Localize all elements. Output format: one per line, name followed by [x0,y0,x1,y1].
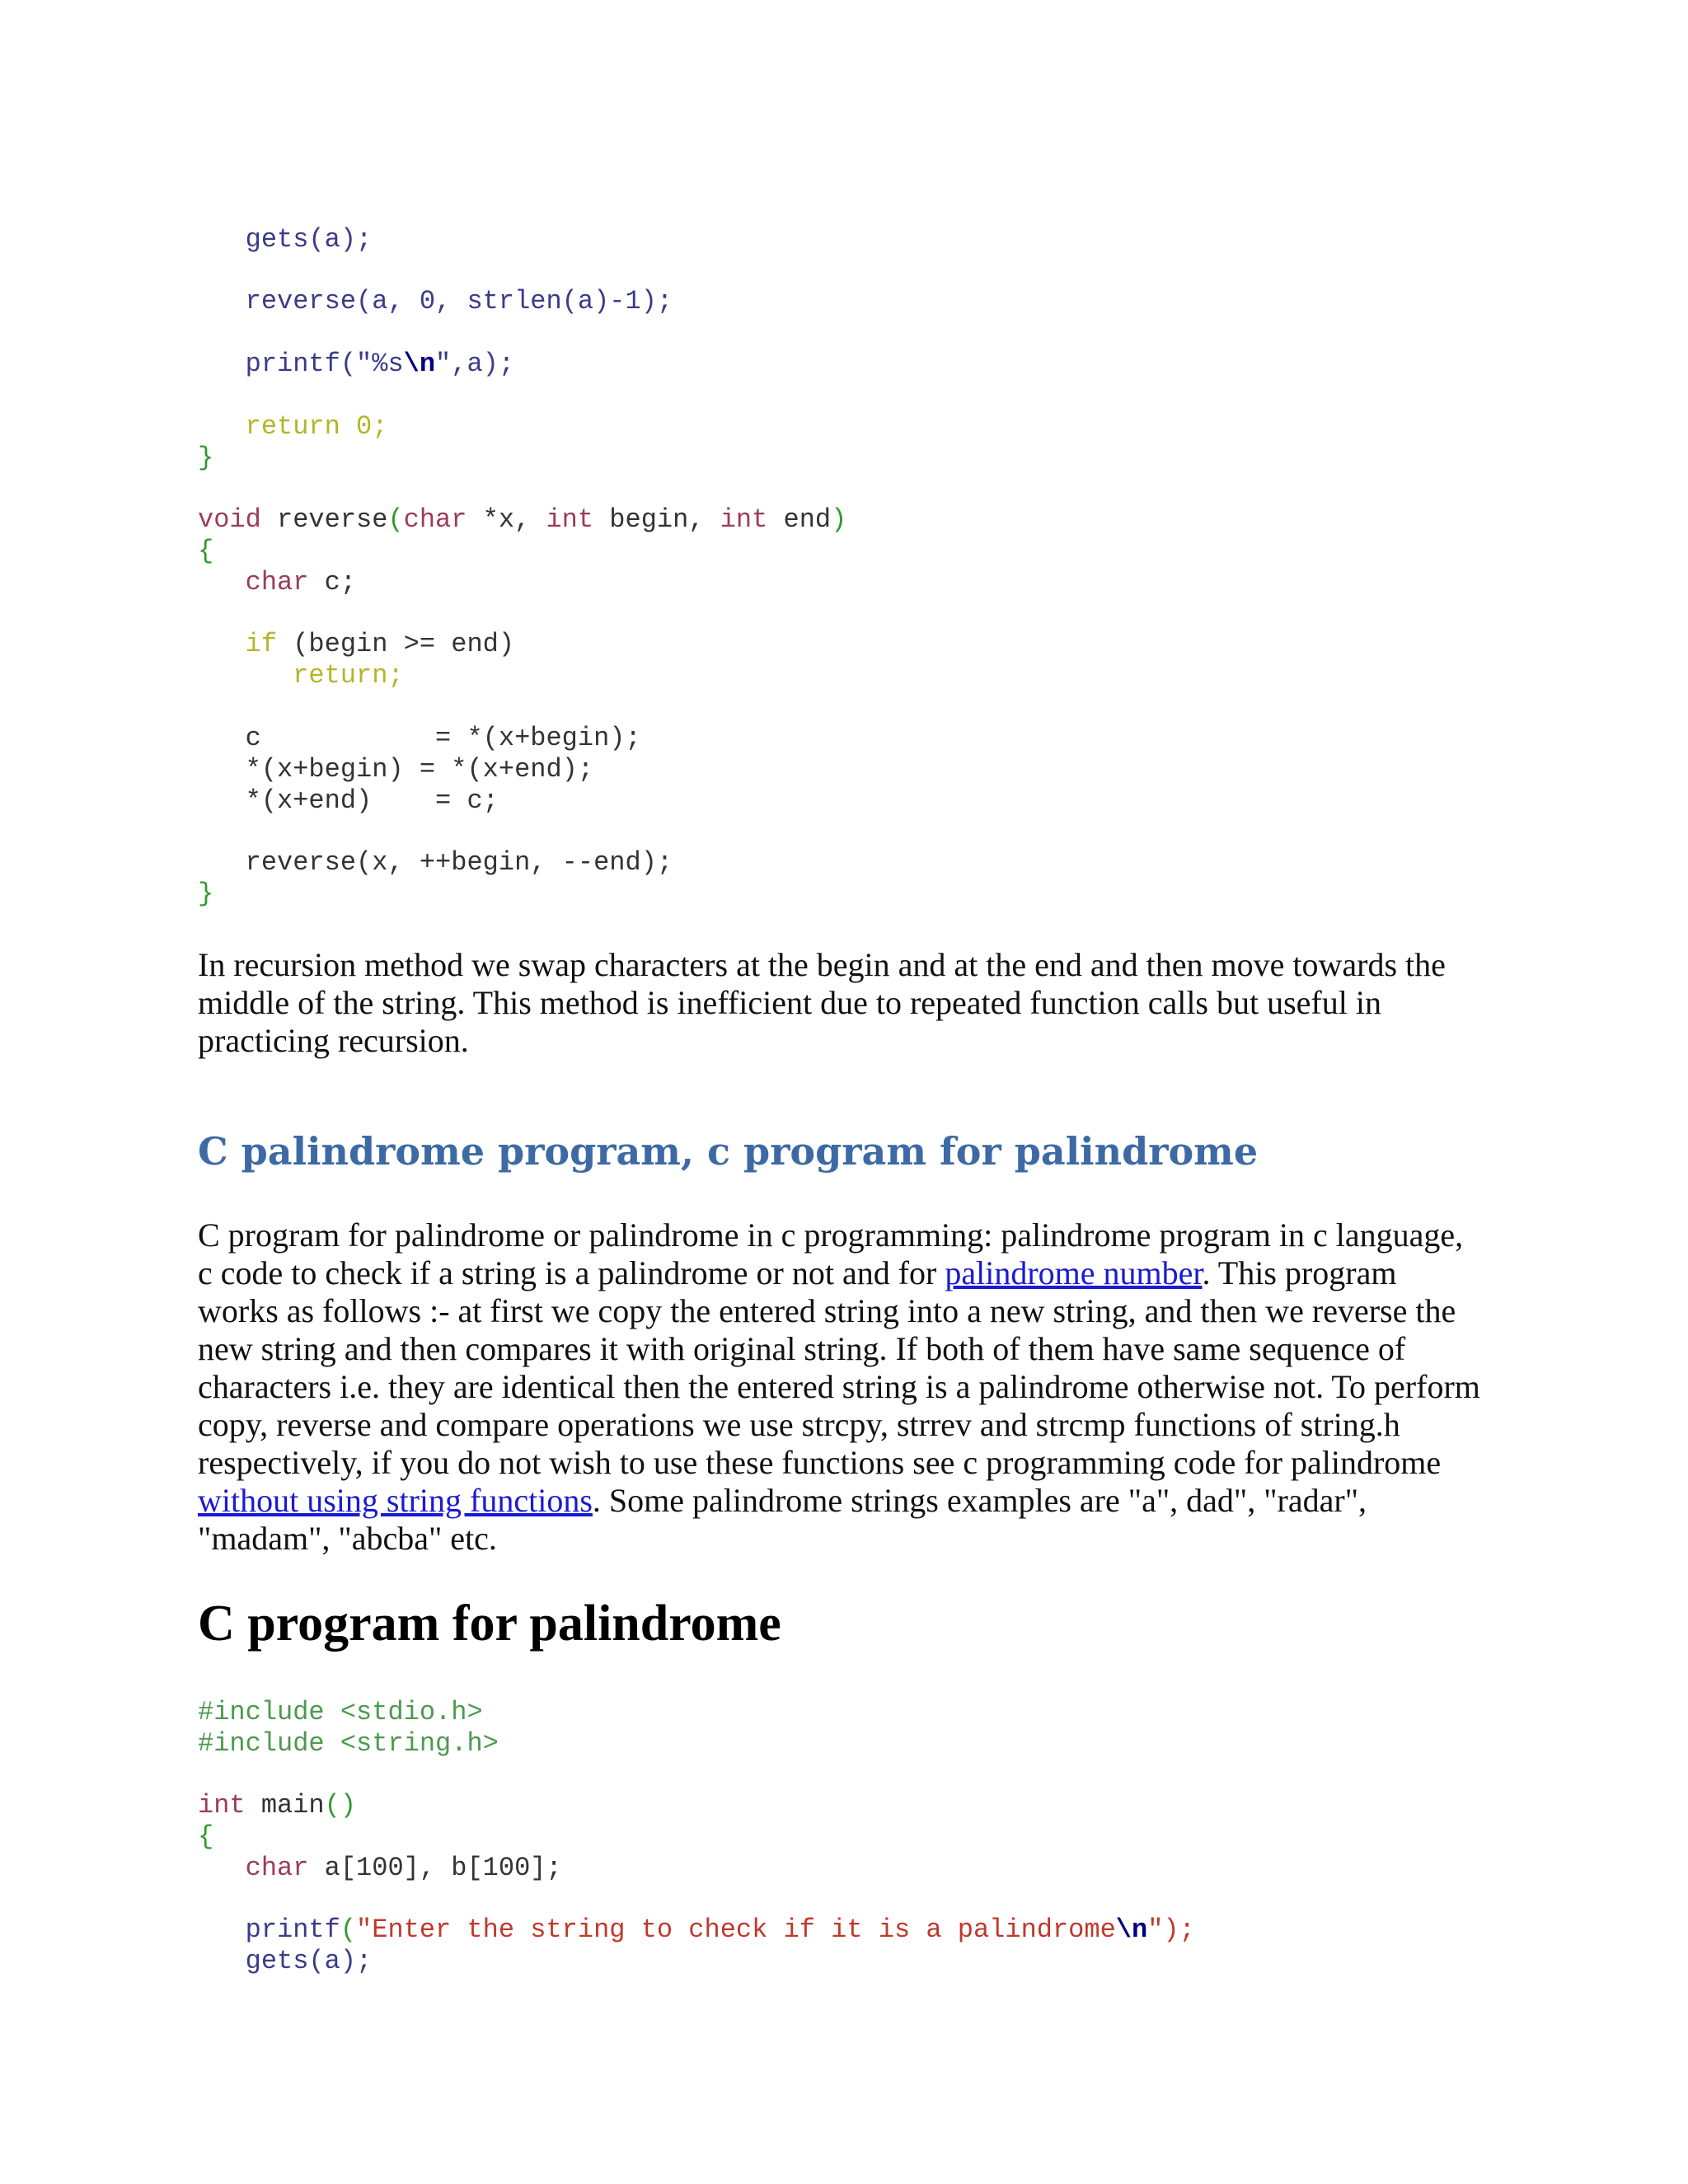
code-line-main [198,1790,1599,1821]
code-keyword: return 0; [245,411,388,442]
code-line-gets-2 [198,1946,1599,1977]
code-token: reverse(x, ++begin, --end); [245,847,673,878]
code-keyword: char [245,1853,309,1883]
code-line-include-2 [198,1728,1599,1760]
code-token: gets(a); [245,224,373,255]
section-heading: C palindrome program, c program for palindrome [198,1129,1259,1174]
code-line-printf-2 [198,1915,1599,1946]
code-line-swap-2 [198,754,1599,785]
code-brace: } [198,879,214,909]
code-token: () [324,1790,357,1821]
code-line-include-1 [198,1697,1599,1728]
code-escape: \n [1115,1915,1148,1945]
code-line-reverse-call [198,286,1599,317]
code-token: ( [340,1915,357,1945]
code-line-decl-2 [198,1853,1599,1884]
code-token: (begin >= end) [277,629,515,659]
code-line-swap-3 [198,785,1599,817]
code-keyword: if [245,629,278,659]
code-brace: } [198,443,214,473]
paragraph-text: . Some palindrome strings examples are "a", dad", "radar", "madam", "abcba" etc. [198,1482,1367,1557]
code-keyword: char [245,567,309,598]
code-line-if [198,629,1599,660]
code-preprocessor: #include <stdio.h> [198,1697,483,1727]
code-token: reverse(a, 0, strlen(a)-1); [245,286,673,316]
code-token: main [245,1790,325,1821]
link-without-string-functions[interactable]: without using string functions [198,1482,593,1519]
code-token: begin, [593,504,705,535]
code-token: *(x+begin) = *(x+end); [245,754,594,785]
code-token: ( [387,504,404,535]
code-keyword: int [198,1790,246,1821]
code-token: printf [245,1915,340,1945]
code-line-gets [198,224,1599,255]
code-string: "); [1147,1915,1195,1945]
code-keyword: int [704,504,768,535]
code-keyword: return; [293,660,404,691]
code-keyword: char [403,504,467,535]
code-string: "Enter the string to check if it is a palindrome [356,1915,1116,1945]
code-line-swap-1 [198,723,1599,754]
code-line-signature [198,504,1599,536]
code-line-printf [198,349,1599,380]
paragraph-text: . This program works as follows :- at first we copy the entered string into a new string, and then we reverse the new string and then compares it with original string. If both of them have same sequence of characters i.e. they are identical then the entered string is a palindrome otherwise not. To perform copy, reverse and compare operations we use strcpy, strrev and strcmp functions of string.h respectively, if you do not wish to use these functions see c programming code for palindrome [198,1254,1480,1481]
code-keyword: int [530,504,594,535]
code-token: printf("%s [245,349,404,379]
main-heading: C program for palindrome [198,1596,781,1652]
code-brace: { [198,1821,214,1852]
paragraph-text: C program for palindrome or palindrome in c programming: palindrome program in c language, c code to check if a string is a palindrome or not and for [198,1216,1464,1291]
code-token: c = *(x+begin); [245,723,641,753]
paragraph-recursion: In recursion method we swap characters at the begin and at the end and then move towards the middle of the string. This method is inefficient due to repeated function calls but useful in practicing recursion. [198,946,1446,1059]
code-token: *(x+end) = c; [245,785,499,816]
code-line-return [198,411,1599,443]
code-token: reverse [260,504,388,535]
code-line-open-brace-2 [198,1821,1599,1853]
code-line-close-main [198,443,1599,474]
paragraph-intro [198,1216,1484,1558]
code-brace: { [198,536,214,566]
code-token: end [767,504,832,535]
code-line-close-fn [198,879,1599,910]
code-preprocessor: #include <string.h> [198,1728,499,1759]
code-line-decl [198,567,1599,598]
code-token: gets(a); [245,1946,373,1976]
code-line-recurse [198,847,1599,879]
code-token: ) [831,504,847,535]
link-palindrome-number[interactable]: palindrome number [945,1254,1203,1291]
code-token: a[100], b[100]; [308,1853,562,1883]
code-escape: \n [403,349,436,379]
code-token: *x, [467,504,531,535]
code-token: c; [308,567,357,598]
code-token: ",a); [435,349,515,379]
code-line-if-return [198,660,1599,691]
code-line-open-brace [198,536,1599,567]
code-keyword: void [198,504,261,535]
